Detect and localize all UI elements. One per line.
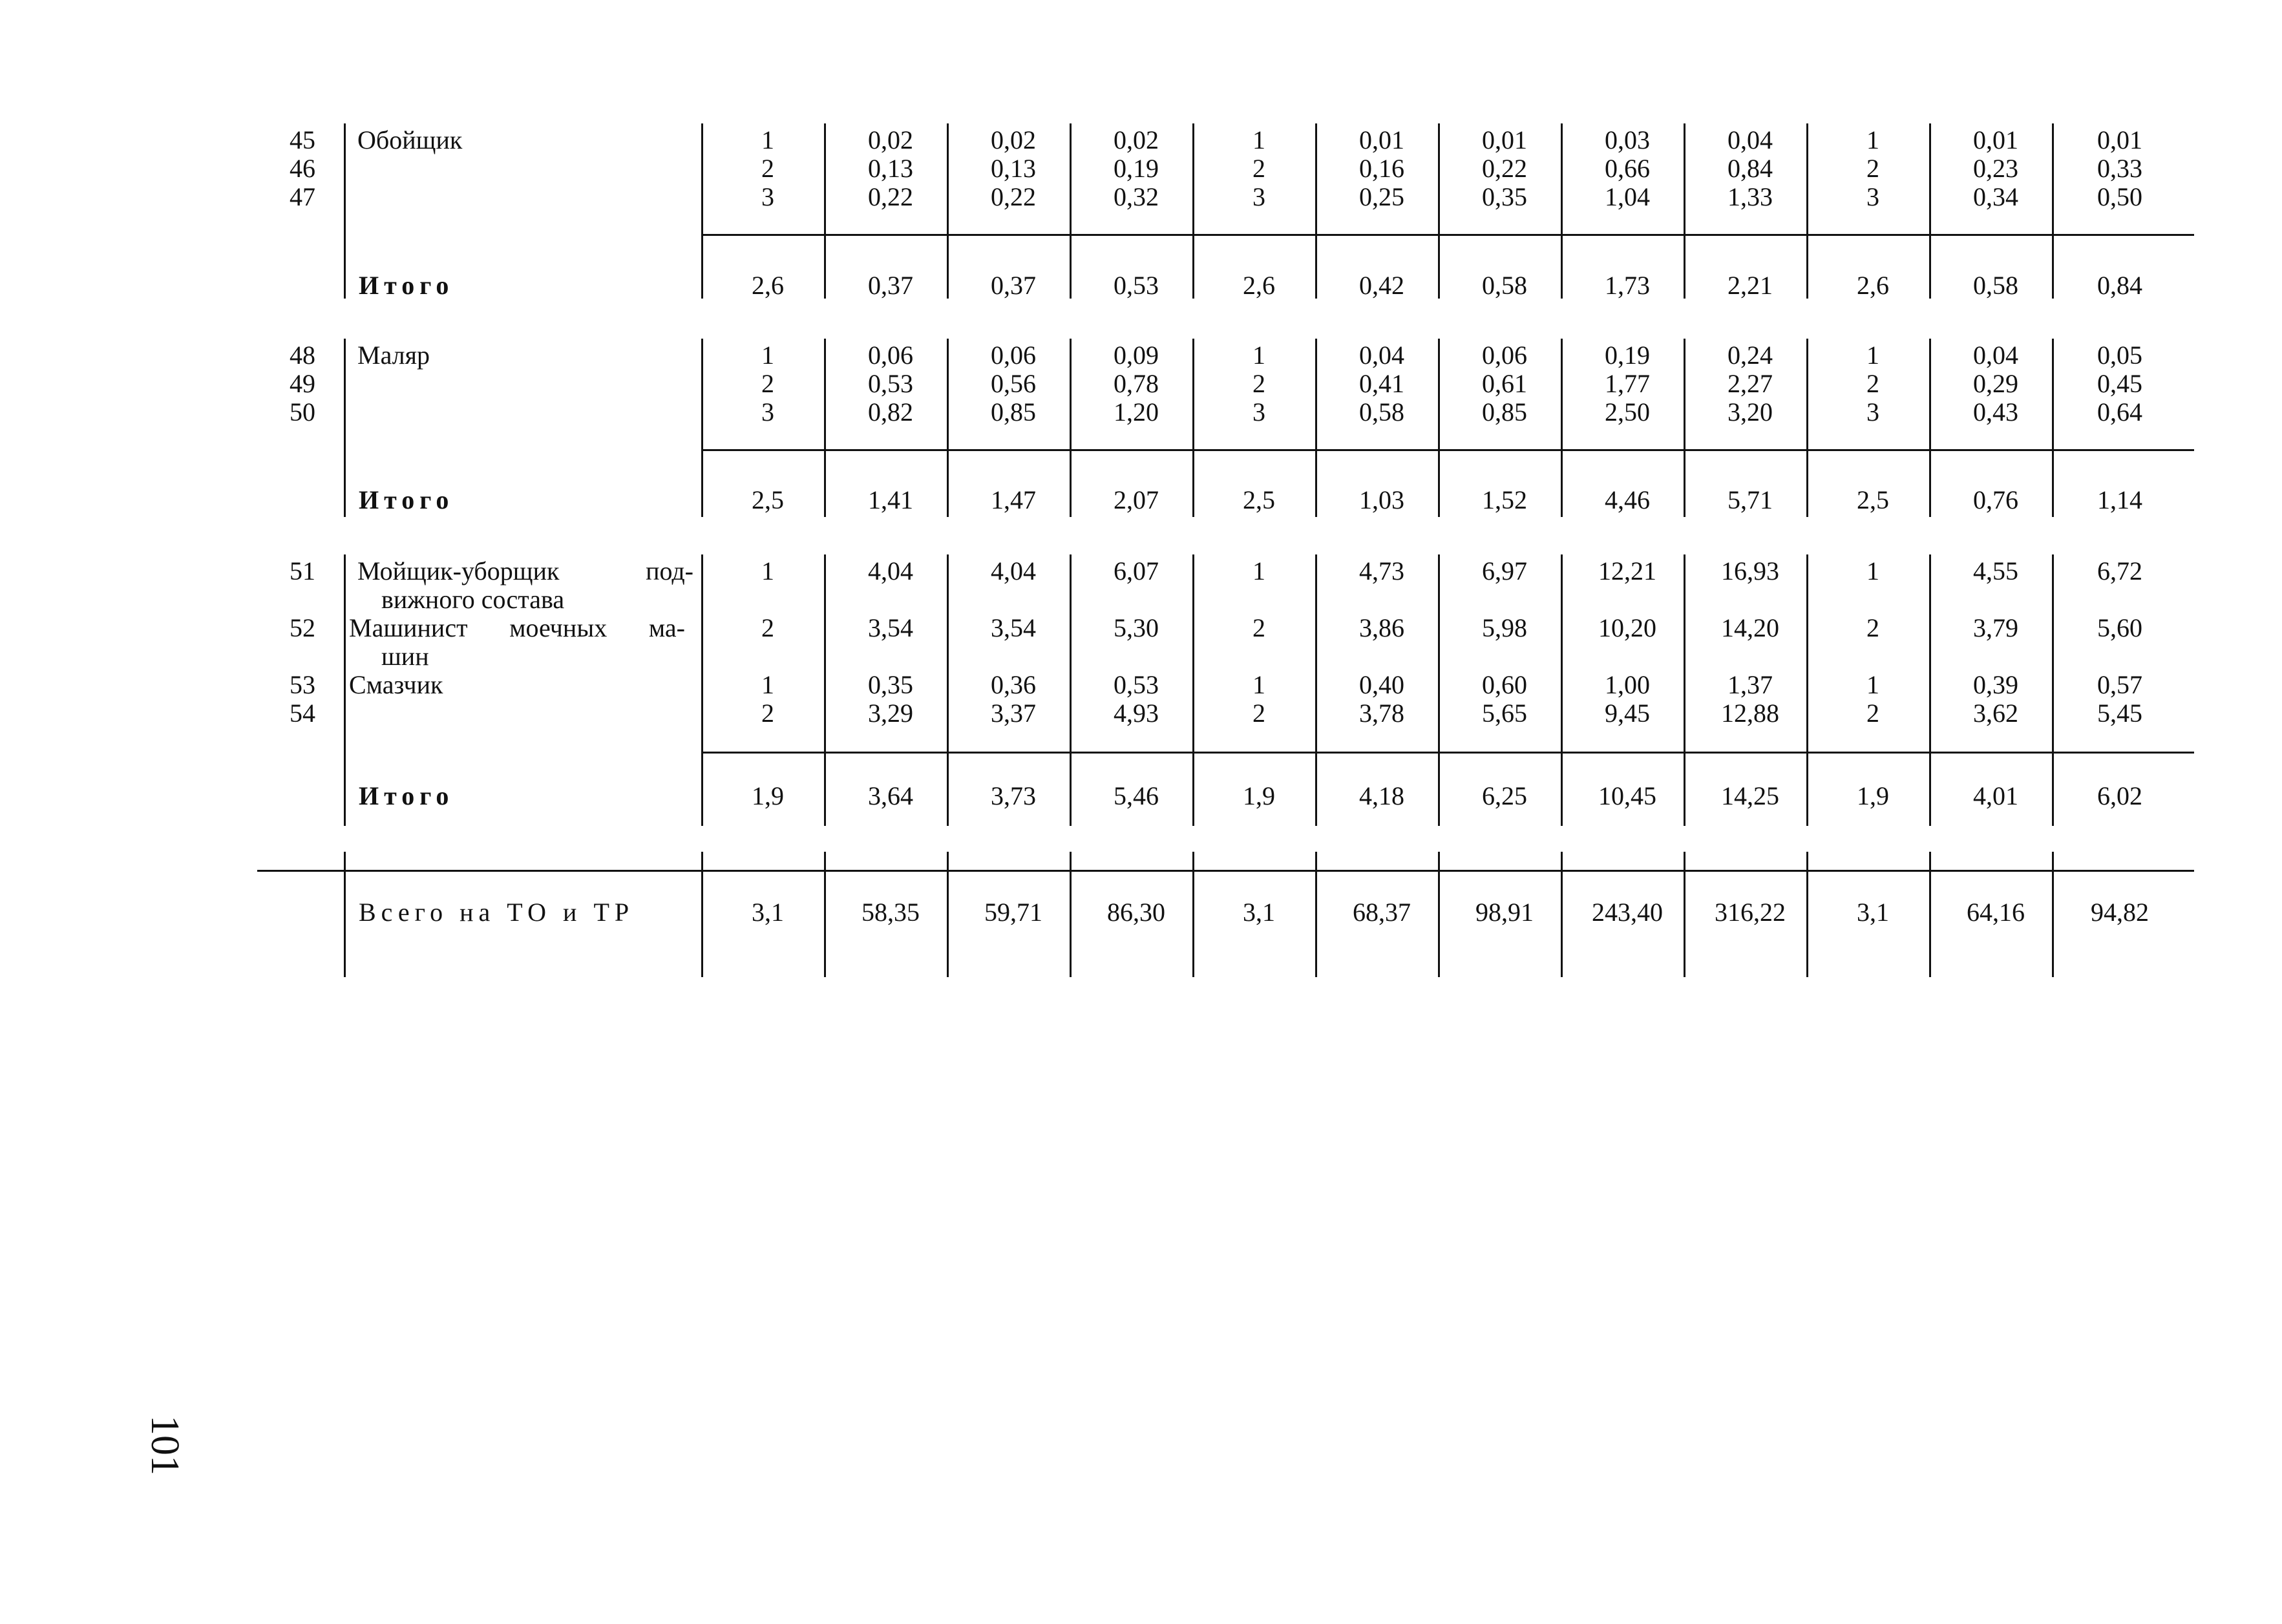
- column-divider: [1929, 123, 1931, 299]
- total-cell: 3,64: [868, 781, 913, 810]
- table-cell: 12,88: [1721, 699, 1779, 728]
- total-label: Итого: [359, 485, 454, 514]
- table-cell: 0,01: [1482, 125, 1527, 154]
- table-cell: 0,56: [991, 369, 1036, 398]
- row-number: 52: [290, 613, 315, 642]
- table-cell: 0,22: [868, 182, 913, 211]
- table-cell: 1: [761, 556, 774, 585]
- column-divider: [1192, 339, 1194, 517]
- table-cell: 2: [1866, 154, 1879, 183]
- table-cell: 0,66: [1605, 154, 1650, 183]
- total-cell: 0,58: [1973, 271, 2018, 300]
- table-cell: 12,21: [1598, 556, 1656, 585]
- grand-total-cell: 64,16: [1967, 898, 2025, 927]
- table-cell: 5,60: [2097, 613, 2142, 642]
- column-divider: [824, 339, 826, 517]
- grand-total-label: Всего на ТО и ТР: [359, 898, 635, 927]
- table-cell: 9,45: [1605, 699, 1650, 728]
- column-divider: [1438, 554, 1440, 826]
- column-divider: [2052, 123, 2054, 299]
- table-cell: 0,24: [1727, 341, 1773, 370]
- table-cell: 1: [1252, 556, 1265, 585]
- column-divider: [1806, 339, 1808, 517]
- table-cell: 2: [761, 154, 774, 183]
- table-cell: 0,85: [991, 397, 1036, 427]
- table-cell: 10,20: [1598, 613, 1656, 642]
- column-divider: [824, 123, 826, 299]
- column-divider: [1684, 339, 1685, 517]
- total-cell: 0,53: [1114, 271, 1159, 300]
- table-cell: 0,35: [1482, 182, 1527, 211]
- row-number: 48: [290, 341, 315, 370]
- table-cell: 0,35: [868, 670, 913, 699]
- table-cell: 0,41: [1359, 369, 1404, 398]
- table-cell: 3: [1866, 397, 1879, 427]
- table-cell: 0,23: [1973, 154, 2018, 183]
- table-cell: 0,61: [1482, 369, 1527, 398]
- row-number: 51: [290, 556, 315, 585]
- total-cell: 2,07: [1114, 485, 1159, 514]
- table-cell: 0,57: [2097, 670, 2142, 699]
- column-divider: [701, 554, 703, 826]
- table-cell: 5,45: [2097, 699, 2142, 728]
- table-cell: 0,05: [2097, 341, 2142, 370]
- total-cell: 2,5: [1243, 485, 1275, 514]
- table-cell: 0,01: [2097, 125, 2142, 154]
- grand-total-cell: 86,30: [1107, 898, 1165, 927]
- table-cell: 0,53: [868, 369, 913, 398]
- table-cell: 0,78: [1114, 369, 1159, 398]
- table-cell: 3,79: [1973, 613, 2018, 642]
- row-number: 50: [290, 397, 315, 427]
- table-cell: 1: [1866, 125, 1879, 154]
- table-cell: 0,04: [1359, 341, 1404, 370]
- row-number: 46: [290, 154, 315, 183]
- table-cell: 1,00: [1605, 670, 1650, 699]
- total-separator: [701, 752, 2194, 754]
- column-divider: [1070, 554, 1072, 826]
- grand-total-cell: 94,82: [2091, 898, 2149, 927]
- table-cell: 14,20: [1721, 613, 1779, 642]
- total-cell: 1,47: [991, 485, 1036, 514]
- total-cell: 2,5: [1857, 485, 1889, 514]
- page-number: 101: [143, 1415, 187, 1475]
- table-cell: 2: [1866, 613, 1879, 642]
- table-cell: 4,04: [991, 556, 1036, 585]
- total-label: Итого: [359, 271, 454, 300]
- column-divider: [947, 554, 949, 826]
- table-cell: 0,34: [1973, 182, 2018, 211]
- column-divider: [1684, 123, 1685, 299]
- table-cell: 1,37: [1727, 670, 1773, 699]
- total-cell: 2,6: [1243, 271, 1275, 300]
- total-cell: 0,37: [868, 271, 913, 300]
- table-cell: 4,55: [1973, 556, 2018, 585]
- table-cell: 1: [1252, 341, 1265, 370]
- row-number: 49: [290, 369, 315, 398]
- table-cell: 4,73: [1359, 556, 1404, 585]
- row-name: Смазчик: [349, 670, 443, 699]
- table-cell: 0,06: [1482, 341, 1527, 370]
- table-cell: 2: [1252, 613, 1265, 642]
- table-cell: 0,40: [1359, 670, 1404, 699]
- table-cell: 3,29: [868, 699, 913, 728]
- table-cell: 0,13: [868, 154, 913, 183]
- table-cell: 0,32: [1114, 182, 1159, 211]
- table-cell: 1: [1866, 670, 1879, 699]
- table-cell: 5,65: [1482, 699, 1527, 728]
- table-cell: 0,01: [1359, 125, 1404, 154]
- table-cell: 0,16: [1359, 154, 1404, 183]
- table-cell: 0,29: [1973, 369, 2018, 398]
- column-divider: [1315, 123, 1317, 299]
- column-divider: [1070, 123, 1072, 299]
- total-cell: 14,25: [1721, 781, 1779, 810]
- table-cell: 0,58: [1359, 397, 1404, 427]
- total-cell: 0,76: [1973, 485, 2018, 514]
- grand-total-rule: [257, 870, 2194, 872]
- table-cell: 3,62: [1973, 699, 2018, 728]
- grand-total-cell: 3,1: [752, 898, 784, 927]
- table-cell: 0,04: [1973, 341, 2018, 370]
- table-cell: 0,43: [1973, 397, 2018, 427]
- table-cell: 2: [761, 699, 774, 728]
- table-cell: 0,36: [991, 670, 1036, 699]
- table-cell: 0,06: [991, 341, 1036, 370]
- column-divider: [947, 123, 949, 299]
- column-divider: [1192, 123, 1194, 299]
- grand-total-cell: 58,35: [861, 898, 920, 927]
- column-divider: [701, 123, 703, 299]
- table-cell: 3: [761, 182, 774, 211]
- table-cell: 3,54: [868, 613, 913, 642]
- table-cell: 0,02: [1114, 125, 1159, 154]
- column-divider: [947, 339, 949, 517]
- total-cell: 1,52: [1482, 485, 1527, 514]
- table-cell: 6,72: [2097, 556, 2142, 585]
- table-cell: 0,84: [1727, 154, 1773, 183]
- table-cell: 0,02: [868, 125, 913, 154]
- table-cell: 0,03: [1605, 125, 1650, 154]
- total-cell: 0,42: [1359, 271, 1404, 300]
- row-number: 47: [290, 182, 315, 211]
- table-cell: 3: [761, 397, 774, 427]
- table-cell: 0,82: [868, 397, 913, 427]
- total-cell: 6,02: [2097, 781, 2142, 810]
- column-divider: [1192, 554, 1194, 826]
- column-divider: [1561, 339, 1563, 517]
- table-cell: 0,13: [991, 154, 1036, 183]
- total-cell: 1,03: [1359, 485, 1404, 514]
- table-cell: 3,37: [991, 699, 1036, 728]
- table-cell: 1,20: [1114, 397, 1159, 427]
- total-cell: 0,84: [2097, 271, 2142, 300]
- table-cell: 0,06: [868, 341, 913, 370]
- total-cell: 4,18: [1359, 781, 1404, 810]
- column-divider: [1561, 554, 1563, 826]
- total-cell: 10,45: [1598, 781, 1656, 810]
- column-divider: [1438, 123, 1440, 299]
- row-number: 54: [290, 699, 315, 728]
- total-separator: [701, 234, 2194, 236]
- total-cell: 1,9: [1857, 781, 1889, 810]
- table-cell: 1: [1866, 341, 1879, 370]
- table-cell: 0,64: [2097, 397, 2142, 427]
- table-cell: 1,04: [1605, 182, 1650, 211]
- column-divider: [344, 554, 346, 826]
- table-cell: 0,39: [1973, 670, 2018, 699]
- row-name: Мойщик-уборщик под-: [357, 556, 693, 585]
- table-cell: 0,45: [2097, 369, 2142, 398]
- total-cell: 1,9: [1243, 781, 1275, 810]
- table-cell: 5,30: [1114, 613, 1159, 642]
- grand-total-cell: 98,91: [1475, 898, 1534, 927]
- table-cell: 1: [761, 125, 774, 154]
- table-cell: 2,27: [1727, 369, 1773, 398]
- column-divider: [1929, 339, 1931, 517]
- column-divider: [2052, 554, 2054, 826]
- table-cell: 0,50: [2097, 182, 2142, 211]
- row-name-cont: вижного состава: [381, 585, 565, 614]
- column-divider: [1438, 339, 1440, 517]
- table-cell: 3: [1866, 182, 1879, 211]
- column-divider: [701, 339, 703, 517]
- column-divider: [1561, 123, 1563, 299]
- total-cell: 1,9: [752, 781, 784, 810]
- total-separator: [701, 449, 2194, 451]
- grand-total-cell: 68,37: [1353, 898, 1411, 927]
- grand-total-cell: 316,22: [1715, 898, 1786, 927]
- table-cell: 1: [761, 670, 774, 699]
- column-divider: [1684, 554, 1685, 826]
- total-cell: 2,5: [752, 485, 784, 514]
- column-divider: [344, 339, 346, 517]
- table-cell: 0,01: [1973, 125, 2018, 154]
- table-cell: 5,98: [1482, 613, 1527, 642]
- column-divider: [344, 123, 346, 299]
- total-cell: 0,37: [991, 271, 1036, 300]
- total-cell: 3,73: [991, 781, 1036, 810]
- column-divider: [1070, 339, 1072, 517]
- table-cell: 3: [1252, 397, 1265, 427]
- row-name: Обойщик: [357, 125, 463, 154]
- table-cell: 0,25: [1359, 182, 1404, 211]
- grand-total-cell: 3,1: [1243, 898, 1275, 927]
- table-cell: 6,07: [1114, 556, 1159, 585]
- row-number: 53: [290, 670, 315, 699]
- column-divider: [824, 554, 826, 826]
- total-cell: 2,21: [1727, 271, 1773, 300]
- total-cell: 6,25: [1482, 781, 1527, 810]
- total-cell: 1,73: [1605, 271, 1650, 300]
- table-cell: 3,20: [1727, 397, 1773, 427]
- table-cell: 2: [1252, 699, 1265, 728]
- table-cell: 3,86: [1359, 613, 1404, 642]
- total-cell: 0,58: [1482, 271, 1527, 300]
- column-divider: [1806, 554, 1808, 826]
- table-cell: 2: [1866, 369, 1879, 398]
- table-cell: 0,22: [1482, 154, 1527, 183]
- total-cell: 2,6: [1857, 271, 1889, 300]
- table-cell: 0,53: [1114, 670, 1159, 699]
- total-cell: 4,01: [1973, 781, 2018, 810]
- table-cell: 6,97: [1482, 556, 1527, 585]
- row-name-cont: шин: [381, 642, 429, 671]
- table-cell: 2: [761, 369, 774, 398]
- table-cell: 0,19: [1114, 154, 1159, 183]
- total-cell: 5,46: [1114, 781, 1159, 810]
- table-cell: 3,78: [1359, 699, 1404, 728]
- table-cell: 1: [1866, 556, 1879, 585]
- table-cell: 1,33: [1727, 182, 1773, 211]
- total-cell: 1,14: [2097, 485, 2142, 514]
- table-cell: 0,60: [1482, 670, 1527, 699]
- row-number: 45: [290, 125, 315, 154]
- total-cell: 4,46: [1605, 485, 1650, 514]
- table-cell: 2: [1866, 699, 1879, 728]
- table-cell: 3,54: [991, 613, 1036, 642]
- table-cell: 3: [1252, 182, 1265, 211]
- table-cell: 2: [1252, 154, 1265, 183]
- table-cell: 2,50: [1605, 397, 1650, 427]
- row-name: Машинист моечных ма-: [349, 613, 685, 642]
- column-divider: [2052, 339, 2054, 517]
- table-cell: 4,93: [1114, 699, 1159, 728]
- total-cell: 5,71: [1727, 485, 1773, 514]
- table-cell: 2: [1252, 369, 1265, 398]
- total-cell: 1,41: [868, 485, 913, 514]
- table-cell: 0,22: [991, 182, 1036, 211]
- table-cell: 1: [761, 341, 774, 370]
- column-divider: [1806, 123, 1808, 299]
- table-cell: 0,19: [1605, 341, 1650, 370]
- grand-total-cell: 59,71: [984, 898, 1042, 927]
- table-cell: 16,93: [1721, 556, 1779, 585]
- grand-total-cell: 243,40: [1592, 898, 1663, 927]
- column-divider: [1315, 554, 1317, 826]
- column-divider: [1929, 554, 1931, 826]
- total-label: Итого: [359, 781, 454, 810]
- grand-total-cell: 3,1: [1857, 898, 1889, 927]
- table-cell: 0,02: [991, 125, 1036, 154]
- table-cell: 0,04: [1727, 125, 1773, 154]
- table-cell: 0,09: [1114, 341, 1159, 370]
- column-divider: [1315, 339, 1317, 517]
- row-name: Маляр: [357, 341, 430, 370]
- table-cell: 1: [1252, 125, 1265, 154]
- table-cell: 4,04: [868, 556, 913, 585]
- table-cell: 0,33: [2097, 154, 2142, 183]
- table-cell: 2: [761, 613, 774, 642]
- table-cell: 1,77: [1605, 369, 1650, 398]
- total-cell: 2,6: [752, 271, 784, 300]
- table-cell: 1: [1252, 670, 1265, 699]
- table-cell: 0,85: [1482, 397, 1527, 427]
